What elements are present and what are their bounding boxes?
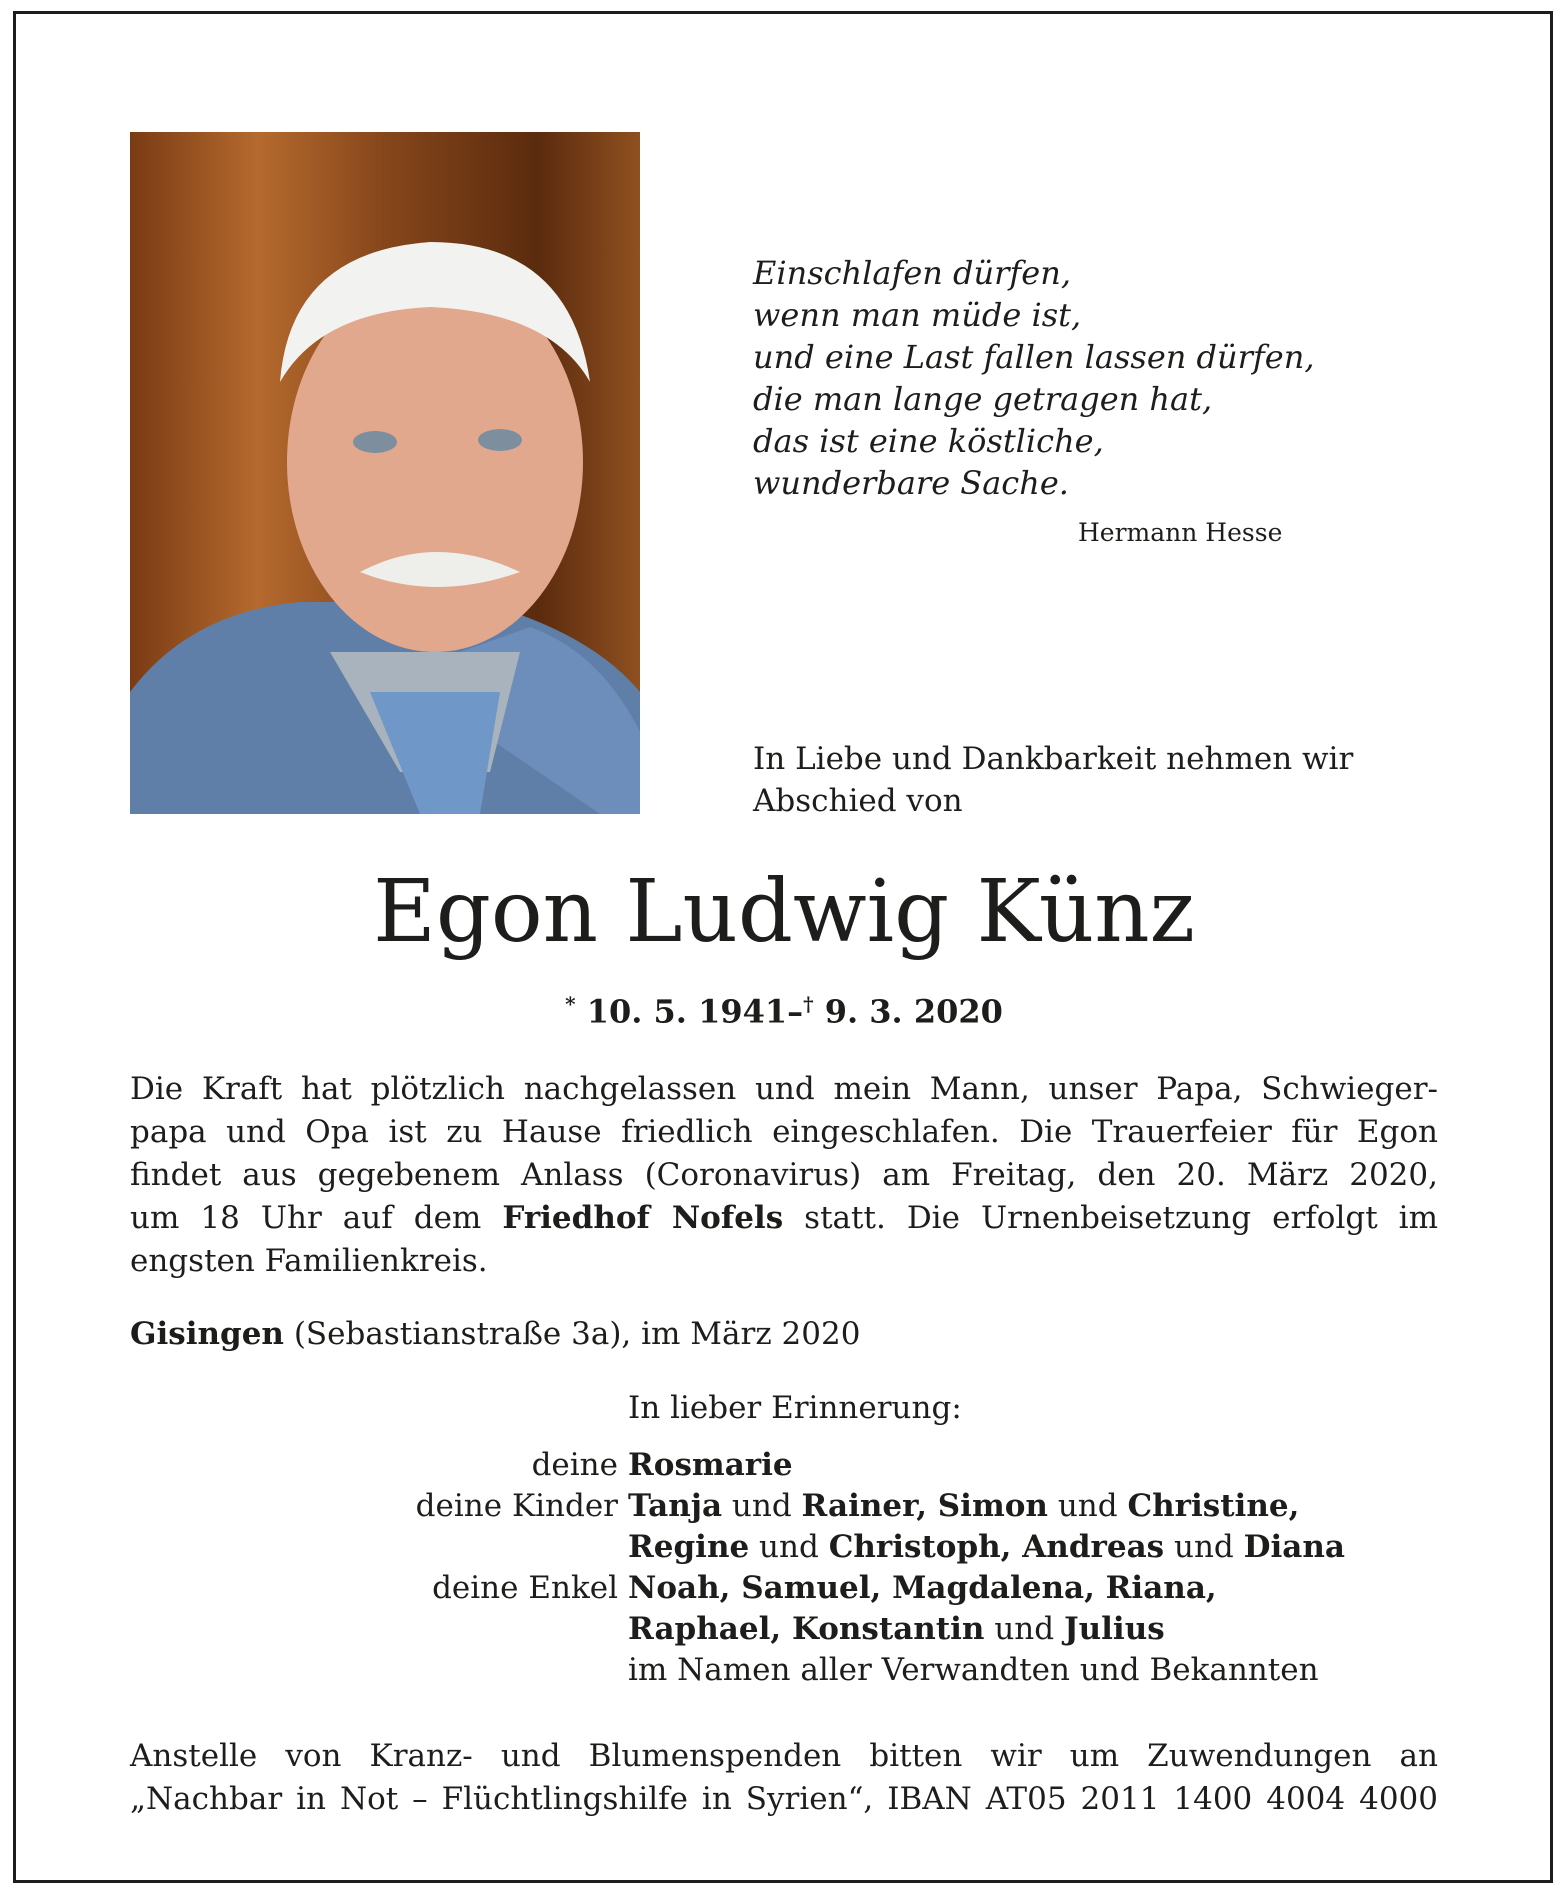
wife-name: Rosmarie	[628, 1447, 793, 1483]
child-name: Regine	[628, 1529, 750, 1565]
portrait-photo	[130, 132, 640, 814]
child-name: Tanja	[628, 1488, 723, 1524]
grandchild-names: Julius	[1063, 1611, 1165, 1647]
poem-line: wenn man müde ist,	[753, 296, 1082, 334]
city-name: Gisingen	[130, 1316, 284, 1352]
connector: und	[1164, 1529, 1244, 1565]
family-row-children	[0, 1486, 1568, 1527]
family-label: deine	[531, 1447, 618, 1483]
family-label: deine Kinder	[415, 1488, 618, 1524]
grandchild-names: Raphael, Konstantin	[628, 1611, 985, 1647]
connector: und	[749, 1529, 829, 1565]
child-name: Christoph, Andreas	[828, 1529, 1165, 1565]
poem-author: Hermann Hesse	[1078, 518, 1283, 547]
footer-line: „Nachbar in Not – Flüchtlingshilfe in Syrien“, IBAN AT05 2011 1400 4004 4000	[130, 1781, 1438, 1817]
family-row-grandchildren-2	[0, 1609, 1568, 1650]
announcement-text	[130, 1068, 1438, 1283]
connector: und	[722, 1488, 802, 1524]
body-text: statt. Die Urnenbeisetzung erfolgt im	[783, 1200, 1438, 1236]
footer-line: Anstelle von Kranz- und Blumenspenden bitten wir um Zuwendungen an	[130, 1738, 1438, 1774]
intro-line: In Liebe und Dankbarkeit nehmen wir	[753, 741, 1354, 777]
intro-text	[753, 738, 1353, 822]
family-row-wife	[0, 1445, 1568, 1486]
date-dash: –	[787, 992, 804, 1031]
body-line	[130, 1197, 1438, 1240]
family-names	[628, 1486, 1299, 1527]
poem-line: Einschlafen dürfen,	[753, 254, 1071, 292]
family-names	[628, 1609, 1165, 1650]
body-line: papa und Opa ist zu Hause friedlich eingeschlafen. Die Trauerfeier für Egon	[130, 1114, 1438, 1150]
family-row-children-2	[0, 1527, 1568, 1568]
death-date: 9. 3. 2020	[824, 992, 1003, 1031]
birth-symbol: *	[565, 992, 576, 1016]
birth-date: 10. 5. 1941	[586, 992, 788, 1031]
body-line: findet aus gegebenem Anlass (Coronavirus) am Freitag, den 20. März 2020,	[130, 1157, 1438, 1193]
poem	[753, 252, 1373, 504]
donation-note	[130, 1735, 1438, 1821]
intro-line: Abschied von	[753, 783, 963, 819]
address-date: (Sebastianstraße 3a), im März 2020	[283, 1316, 861, 1352]
family-names	[628, 1527, 1345, 1568]
poem-line: das ist eine köstliche,	[753, 422, 1104, 460]
portrait-illustration	[130, 132, 640, 814]
place-date-line	[130, 1316, 860, 1352]
family-names	[628, 1568, 1217, 1609]
family-row-others	[0, 1650, 1568, 1691]
connector: und	[1047, 1488, 1128, 1524]
body-text: um 18 Uhr auf dem	[130, 1200, 503, 1236]
deceased-name: Egon Ludwig Künz	[373, 862, 1195, 962]
family-label: deine Enkel	[432, 1570, 618, 1606]
body-line: engsten Familienkreis.	[130, 1243, 488, 1279]
cemetery-name: Friedhof Nofels	[502, 1200, 784, 1236]
grandchild-names: Noah, Samuel, Magdalena, Riana,	[628, 1570, 1217, 1606]
relatives-line: im Namen aller Verwandten und Bekannten	[628, 1652, 1319, 1688]
child-name: Diana	[1243, 1529, 1345, 1565]
family-list	[0, 1445, 1568, 1691]
connector: und	[984, 1611, 1064, 1647]
family-row-grandchildren	[0, 1568, 1568, 1609]
child-name: Rainer, Simon	[801, 1488, 1048, 1524]
poem-line: und eine Last fallen lassen dürfen,	[753, 338, 1315, 376]
poem-line: die man lange getragen hat,	[753, 380, 1213, 418]
child-name: Christine,	[1127, 1488, 1300, 1524]
poem-line: wunderbare Sache.	[753, 464, 1069, 502]
family-names	[628, 1445, 793, 1486]
life-dates	[0, 992, 1568, 1031]
death-symbol: †	[803, 992, 814, 1016]
remember-heading: In lieber Erinnerung:	[628, 1390, 962, 1426]
body-line: Die Kraft hat plötzlich nachgelassen und mein Mann, unser Papa, Schwieger-	[130, 1071, 1438, 1107]
